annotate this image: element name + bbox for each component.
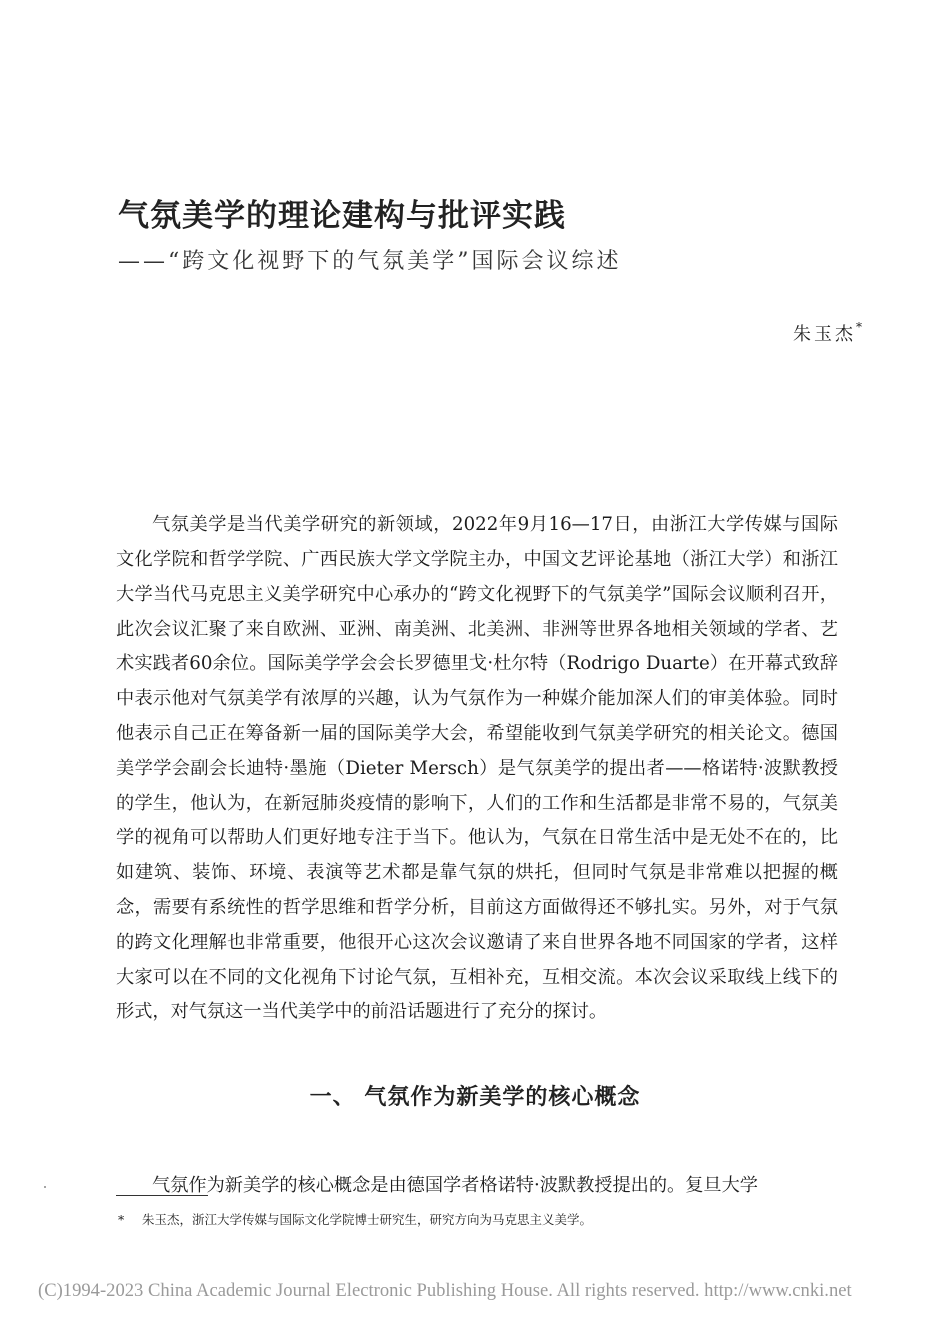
footnote-divider: [116, 1195, 208, 1196]
footnote-text: 朱玉杰，浙江大学传媒与国际文化学院博士研究生，研究方向为马克思主义美学。: [142, 1212, 593, 1227]
section-heading-1: 一、 气氛作为新美学的核心概念: [309, 1084, 641, 1110]
footnote: [118, 1210, 592, 1228]
author-footnote-mark: *: [856, 320, 862, 334]
copyright-watermark: (C)1994-2023 China Academic Journal Electronic Publishing House. All rights reserved. http://www.cnki.net: [38, 1280, 852, 1301]
scan-speck: [44, 1186, 46, 1188]
article-subtitle: ——“跨文化视野下的气氛美学”国际会议综述: [118, 249, 622, 274]
footnote-mark: *: [118, 1212, 125, 1227]
body-paragraph-1: 气氛美学是当代美学研究的新领域，2022年9月16—17日，由浙江大学传媒与国际文化学院和哲学学院、广西民族大学文学院主办，中国文艺评论基地（浙江大学）和浙江大学当代马克思主义美学研究中心承办的“跨文化视野下的气氛美学”国际会议顺利召开，此次会议汇聚了来自欧洲、亚洲、南美洲、北美洲、非洲等世界各地相关领域的学者、艺术实践者60余位。国际美学学会会长罗德里戈·杜尔特（Rodrigo Duarte）在开幕式致辞中表示他对气氛美学有浓厚的兴趣，认为气氛作为一种媒介能加深人们的审美体验。同时他表示自己正在筹备新一届的国际美学大会，希望能收到气氛美学研究的相关论文。德国美学学会副会长迪特·墨施（Dieter Mersch）是气氛美学的提出者——格诺特·波默教授的学生，他认为，在新冠肺炎疫情的影响下，人们的工作和生活都是非常不易的，气氛美学的视角可以帮助人们更好地专注于当下。他认为，气氛在日常生活中是无处不在的，比如建筑、装饰、环境、表演等艺术都是靠气氛的烘托，但同时气氛是非常难以把握的概念，需要有系统性的哲学思维和哲学分析，目前这方面做得还不够扎实。另外，对于气氛的跨文化理解也非常重要，他很开心这次会议邀请了来自世界各地不同国家的学者，这样大家可以在不同的文化视角下讨论气氛，互相补充，互相交流。本次会议采取线上线下的形式，对气氛这一当代美学中的前沿话题进行了充分的探讨。: [116, 514, 838, 1023]
body-paragraph-2: 气氛作为新美学的核心概念是由德国学者格诺特·波默教授提出的。复旦大学: [152, 1175, 758, 1197]
article-title: 气氛美学的理论建构与批评实践: [118, 198, 566, 234]
author-name: 朱玉杰: [793, 324, 856, 345]
author-line: [793, 320, 862, 346]
